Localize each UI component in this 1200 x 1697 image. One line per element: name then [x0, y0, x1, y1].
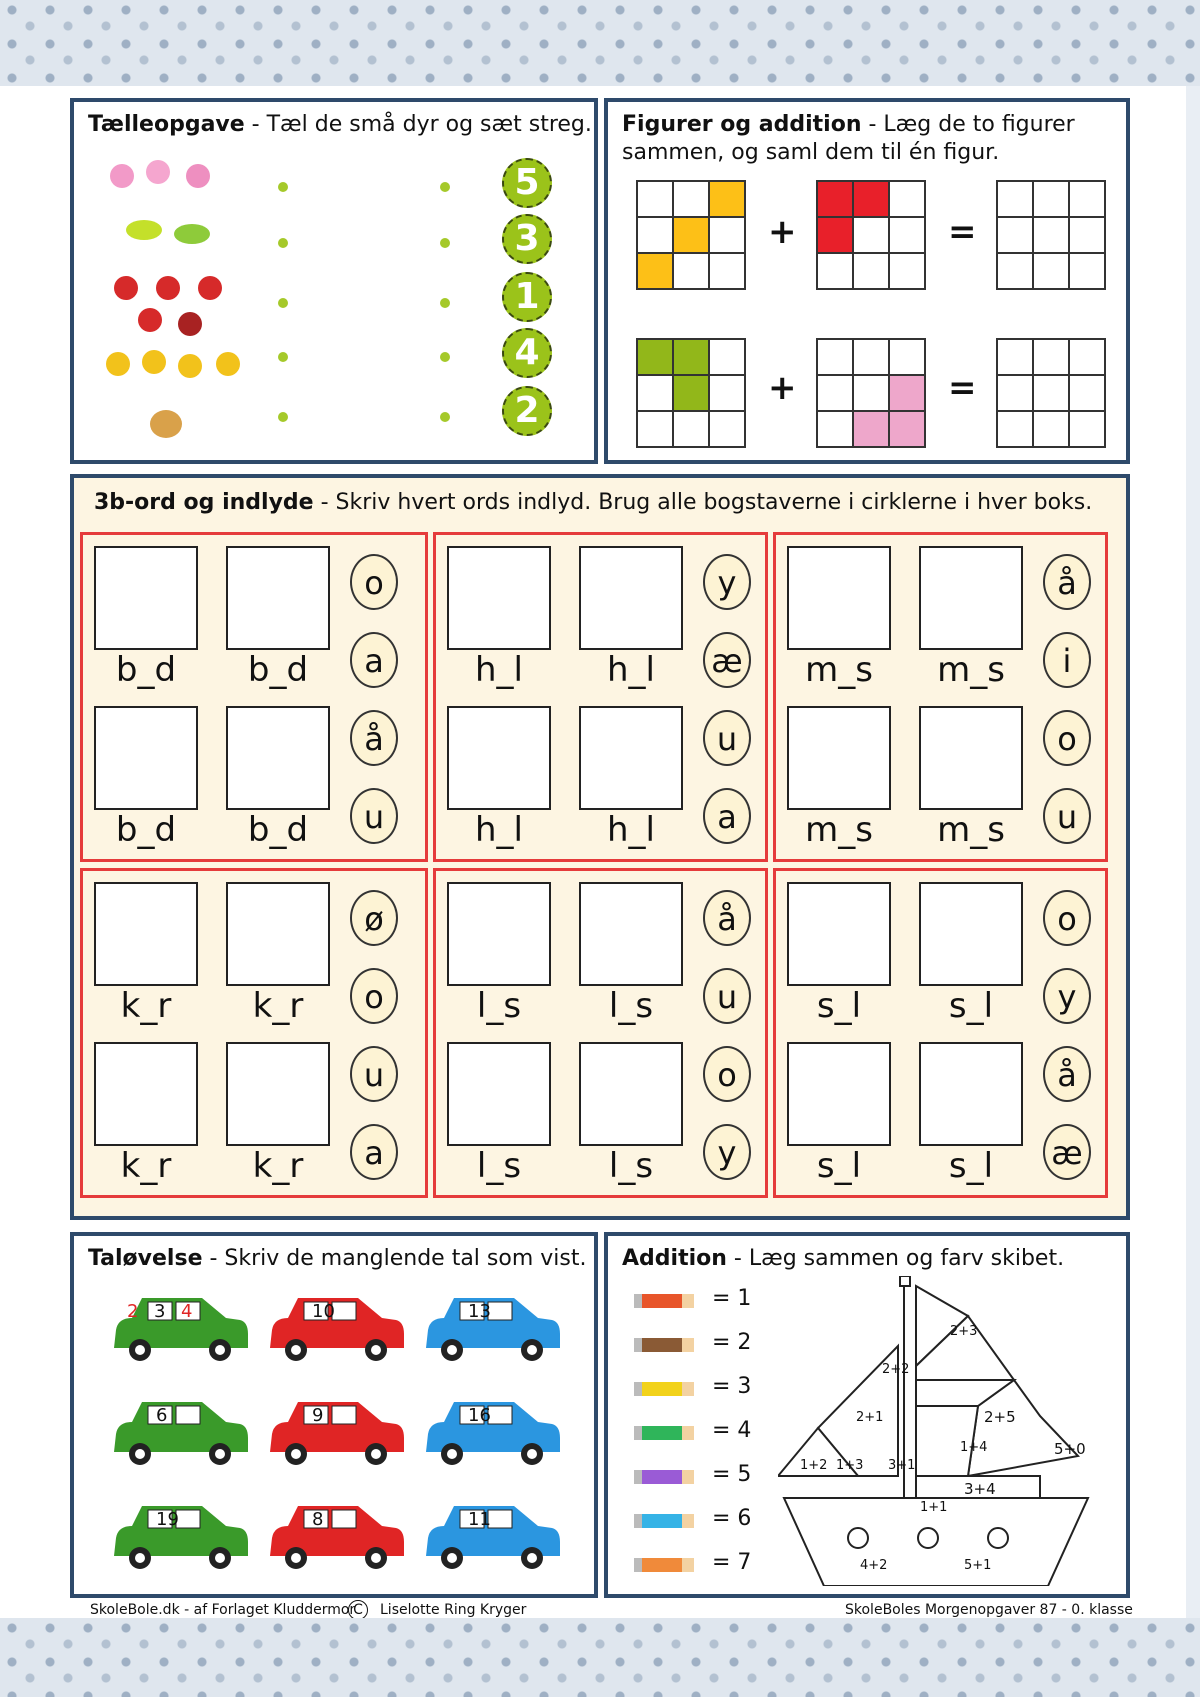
word-picture — [226, 882, 330, 986]
car-number: 4 — [181, 1301, 193, 1322]
letter-circle: ø — [350, 890, 398, 946]
addition-title: Addition - Læg sammen og farv skibet. — [622, 1246, 1065, 1271]
shape-grid — [816, 180, 926, 290]
legend-value: = 7 — [712, 1550, 752, 1575]
left-dot[interactable] — [278, 412, 288, 422]
legend-value: = 6 — [712, 1506, 752, 1531]
letter-circle: u — [703, 710, 751, 766]
equals-sign: = — [948, 212, 977, 252]
word-picture — [94, 546, 198, 650]
butterfly-icon — [146, 160, 170, 184]
word-label[interactable]: l_s — [608, 1146, 654, 1186]
word-label[interactable]: b_d — [247, 810, 309, 850]
car-icon — [266, 1394, 406, 1468]
word-picture — [787, 1042, 891, 1146]
pencil-icon — [634, 1514, 694, 1528]
decorative-right-edge — [1186, 86, 1200, 1618]
boat-sum: 1+3 — [836, 1458, 864, 1473]
legend-value: = 2 — [712, 1330, 752, 1355]
equals-sign: = — [948, 368, 977, 408]
word-picture — [919, 1042, 1023, 1146]
butterfly-icon — [186, 164, 210, 188]
boat-sum: 2+2 — [882, 1362, 910, 1377]
shape-grid — [636, 180, 746, 290]
word-label[interactable]: h_l — [607, 810, 655, 850]
butterfly-icon — [110, 164, 134, 188]
word-label[interactable]: m_s — [805, 650, 873, 690]
left-dot[interactable] — [278, 182, 288, 192]
pencil-icon — [634, 1426, 694, 1440]
boat-sum: 5+0 — [1054, 1440, 1086, 1458]
footer-author: Liselotte Ring Kryger — [380, 1602, 527, 1618]
word-picture — [579, 882, 683, 986]
bee-icon — [142, 350, 166, 374]
word-label[interactable]: s_l — [816, 986, 862, 1026]
legend-value: = 1 — [712, 1286, 752, 1311]
boat-sum: 4+2 — [860, 1558, 888, 1573]
letter-circle: a — [350, 1124, 398, 1180]
car-number: 10 — [312, 1301, 335, 1322]
word-label[interactable]: s_l — [816, 1146, 862, 1186]
legend-value: = 3 — [712, 1374, 752, 1399]
pencil-icon — [634, 1470, 694, 1484]
word-label[interactable]: k_r — [120, 986, 172, 1026]
boat-sum: 2+5 — [984, 1408, 1016, 1426]
legend-value: = 4 — [712, 1418, 752, 1443]
letter-circle: u — [350, 788, 398, 844]
word-picture — [226, 546, 330, 650]
plus-sign: + — [768, 212, 797, 252]
ladybug-icon — [114, 276, 138, 300]
letter-circle: u — [350, 1046, 398, 1102]
answer-grid[interactable] — [996, 180, 1106, 290]
legend-value: = 5 — [712, 1462, 752, 1487]
letter-circle: æ — [1043, 1124, 1091, 1180]
ladybug-icon — [178, 312, 202, 336]
word-picture — [94, 706, 198, 810]
word-label[interactable]: h_l — [475, 810, 523, 850]
pencil-icon — [634, 1338, 694, 1352]
word-label[interactable]: m_s — [805, 810, 873, 850]
boat-drawing[interactable] — [778, 1276, 1098, 1586]
decorative-top-border — [0, 0, 1200, 86]
letter-circle: o — [1043, 890, 1091, 946]
letter-circle: a — [703, 788, 751, 844]
word-picture — [579, 546, 683, 650]
number-ball: 4 — [502, 328, 552, 378]
letter-circle: o — [1043, 710, 1091, 766]
car-number: 11 — [468, 1509, 491, 1530]
counting-title: Tælleopgave - Tæl de små dyr og sæt streg. — [88, 112, 592, 137]
word-picture — [787, 706, 891, 810]
letter-circle: y — [703, 554, 751, 610]
word-label[interactable]: l_s — [476, 1146, 522, 1186]
left-dot[interactable] — [278, 352, 288, 362]
right-dot[interactable] — [440, 352, 450, 362]
answer-grid[interactable] — [996, 338, 1106, 448]
boat-sum: 3+4 — [964, 1480, 996, 1498]
words-title: 3b-ord og indlyde - Skriv hvert ords indlyd. Brug alle bogstaverne i cirklerne i hver boks. — [94, 490, 1093, 515]
boat-sum: 1+2 — [800, 1458, 828, 1473]
plus-sign: + — [768, 368, 797, 408]
boat-sum: 3+1 — [888, 1458, 916, 1473]
car-icon — [422, 1498, 562, 1572]
word-picture — [787, 546, 891, 650]
word-label[interactable]: k_r — [252, 1146, 304, 1186]
word-label[interactable]: b_d — [247, 650, 309, 690]
copyright-icon: C — [348, 1600, 368, 1620]
right-dot[interactable] — [440, 298, 450, 308]
footer-right: SkoleBoles Morgenopgaver 87 - 0. klasse — [845, 1602, 1133, 1618]
word-label[interactable]: m_s — [937, 650, 1005, 690]
bee-icon — [216, 352, 240, 376]
ladybug-icon — [138, 308, 162, 332]
word-label[interactable]: s_l — [948, 1146, 994, 1186]
word-picture — [579, 1042, 683, 1146]
shape-grid — [636, 338, 746, 448]
caterpillar-icon — [126, 220, 162, 240]
word-label[interactable]: h_l — [475, 650, 523, 690]
letter-circle: å — [703, 890, 751, 946]
letter-circle: u — [703, 968, 751, 1024]
car-icon — [110, 1394, 250, 1468]
number-ball: 2 — [502, 386, 552, 436]
letter-circle: å — [1043, 554, 1091, 610]
snail-icon — [150, 410, 182, 438]
pencil-icon — [634, 1294, 694, 1308]
word-label[interactable]: b_d — [115, 810, 177, 850]
car-number: 19 — [156, 1509, 179, 1530]
number-ball: 5 — [502, 158, 552, 208]
caterpillar-icon — [174, 224, 210, 244]
number-panel — [70, 1232, 598, 1598]
word-picture — [447, 706, 551, 810]
word-label[interactable]: m_s — [937, 810, 1005, 850]
letter-circle: o — [350, 554, 398, 610]
shapes-panel — [604, 98, 1130, 464]
shapes-subtitle: sammen, og saml dem til én figur. — [622, 140, 1000, 165]
word-picture — [226, 706, 330, 810]
boat-sum: 1+1 — [920, 1500, 948, 1515]
number-ball: 3 — [502, 214, 552, 264]
word-label[interactable]: b_d — [115, 650, 177, 690]
letter-circle: å — [350, 710, 398, 766]
word-picture — [447, 546, 551, 650]
car-icon — [266, 1290, 406, 1364]
pencil-icon — [634, 1558, 694, 1572]
car-number: 8 — [312, 1509, 324, 1530]
decorative-bottom-border — [0, 1618, 1200, 1697]
shape-grid — [816, 338, 926, 448]
letter-circle: æ — [703, 632, 751, 688]
left-dot[interactable] — [278, 238, 288, 248]
car-number: 6 — [156, 1405, 168, 1426]
word-label[interactable]: l_s — [608, 986, 654, 1026]
word-picture — [787, 882, 891, 986]
car-number: 9 — [312, 1405, 324, 1426]
car-number: 2 — [127, 1301, 139, 1322]
car-number: 13 — [468, 1301, 491, 1322]
word-label[interactable]: k_r — [252, 986, 304, 1026]
number-title: Taløvelse - Skriv de manglende tal som vist. — [88, 1246, 587, 1271]
ladybug-icon — [198, 276, 222, 300]
letter-circle: y — [1043, 968, 1091, 1024]
word-picture — [919, 882, 1023, 986]
footer-left: SkoleBole.dk - af Forlaget Kluddermor — [90, 1602, 356, 1618]
letter-circle: o — [703, 1046, 751, 1102]
car-icon — [422, 1290, 562, 1364]
right-dot[interactable] — [440, 238, 450, 248]
word-picture — [919, 706, 1023, 810]
word-picture — [579, 706, 683, 810]
bee-icon — [178, 354, 202, 378]
word-picture — [447, 882, 551, 986]
car-number: 3 — [154, 1301, 166, 1322]
word-label[interactable]: l_s — [476, 986, 522, 1026]
boat-sum: 1+4 — [960, 1440, 988, 1455]
car-number: 16 — [468, 1405, 491, 1426]
car-icon — [110, 1498, 250, 1572]
letter-circle: y — [703, 1124, 751, 1180]
word-label[interactable]: k_r — [120, 1146, 172, 1186]
word-label[interactable]: s_l — [948, 986, 994, 1026]
right-dot[interactable] — [440, 182, 450, 192]
word-picture — [447, 1042, 551, 1146]
letter-circle: o — [350, 968, 398, 1024]
letter-circle: å — [1043, 1046, 1091, 1102]
number-ball: 1 — [502, 272, 552, 322]
boat-sum: 2+1 — [856, 1410, 884, 1425]
letter-circle: a — [350, 632, 398, 688]
letter-circle: u — [1043, 788, 1091, 844]
word-picture — [226, 1042, 330, 1146]
counting-panel — [70, 98, 598, 464]
addition-panel — [604, 1232, 1130, 1598]
pencil-icon — [634, 1382, 694, 1396]
car-icon — [266, 1498, 406, 1572]
car-icon — [422, 1394, 562, 1468]
word-picture — [94, 882, 198, 986]
word-label[interactable]: h_l — [607, 650, 655, 690]
right-dot[interactable] — [440, 412, 450, 422]
shapes-title: Figurer og addition - Læg de to figurer — [622, 112, 1075, 137]
word-picture — [919, 546, 1023, 650]
bee-icon — [106, 352, 130, 376]
ladybug-icon — [156, 276, 180, 300]
left-dot[interactable] — [278, 298, 288, 308]
boat-sum: 2+3 — [950, 1324, 978, 1339]
word-picture — [94, 1042, 198, 1146]
boat-sum: 5+1 — [964, 1558, 992, 1573]
letter-circle: i — [1043, 632, 1091, 688]
